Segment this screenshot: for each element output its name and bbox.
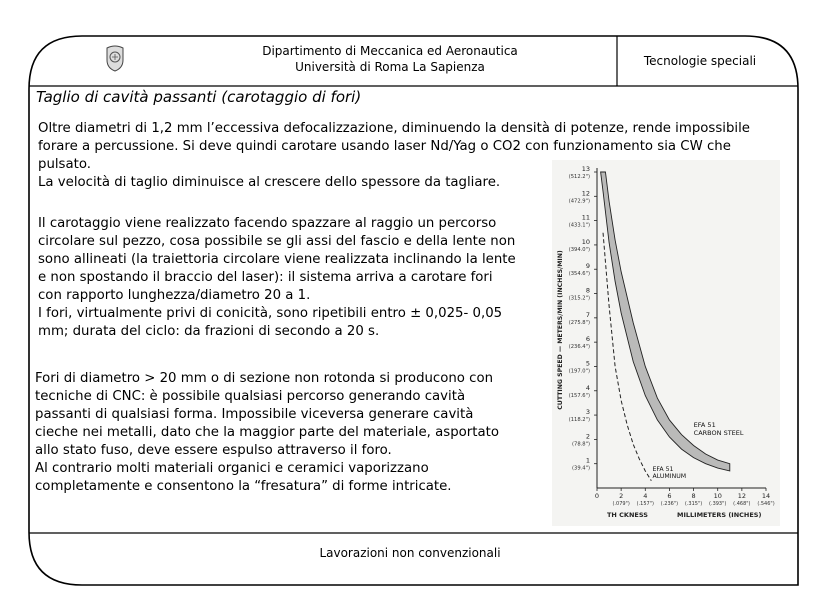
y-tick-sublabel: (157.6") — [568, 392, 590, 399]
paragraph-3 — [35, 370, 555, 496]
x-tick-label: 2 — [619, 492, 624, 500]
text-line: I fori, virtualmente privi di conicità, sono ripetibili entro ± 0,025- 0,05 — [38, 306, 503, 321]
text-line: pulsato. — [38, 157, 91, 172]
text-line: circolare sul pezzo, cosa possibile se gli assi del fascio e della lente non — [38, 234, 516, 249]
y-tick-label: 8 — [585, 286, 590, 295]
x-tick-sublabel: (.079") — [612, 501, 630, 507]
university-seal-icon — [104, 44, 126, 72]
y-tick-label: 11 — [581, 213, 590, 222]
y-tick-sublabel: (39.4") — [572, 465, 590, 472]
header-department — [245, 43, 535, 75]
text-line: completamente e consentono la “fresatura” di forme intricate. — [35, 479, 452, 494]
series-label-line2: ALUMINUM — [652, 472, 687, 480]
text-line: forare a percussione. Si deve quindi carotare usando laser Nd/Yag o CO2 con funzionamento sia CW che — [38, 139, 731, 154]
y-tick-sublabel: (315.2") — [568, 295, 590, 302]
x-tick-label: 6 — [667, 492, 672, 500]
text-line: Al contrario molti materiali organici e ceramici vaporizzano — [35, 461, 429, 476]
y-tick-label: 13 — [581, 165, 590, 173]
paragraph-2 — [38, 215, 558, 341]
text-line: La velocità di taglio diminuisce al crescere dello spessore da tagliare. — [38, 175, 501, 190]
text-line: cieche nei metalli, dato che la maggior parte del materiale, asportato — [35, 425, 499, 440]
y-tick-sublabel: (275.8") — [568, 319, 590, 326]
x-tick-label: 12 — [737, 492, 746, 500]
text-line: Oltre diametri di 1,2 mm l’eccessiva defocalizzazione, diminuendo la densità di potenze, rende impossibile — [38, 121, 750, 136]
x-tick-sublabel: (.393") — [709, 501, 727, 507]
series-label-line1: EFA 51 — [693, 421, 716, 430]
text-line: passanti di qualsiasi forma. Impossibile viceversa generare cavità — [35, 407, 474, 422]
y-tick-sublabel: (197.0") — [568, 368, 590, 375]
course-name: Tecnologie speciali — [643, 54, 757, 68]
x-tick-label: 8 — [691, 492, 696, 500]
x-tick-sublabel: (.315") — [684, 501, 703, 507]
y-tick-label: 5 — [585, 359, 590, 368]
department-line-2: Università di Roma La Sapienza — [295, 60, 485, 74]
y-tick-sublabel: (394.0") — [568, 246, 590, 253]
x-tick-sublabel: (.546") — [757, 501, 775, 507]
x-tick-label: 14 — [761, 492, 771, 500]
y-tick-label: 9 — [585, 262, 590, 271]
text-line: mm; durata del ciclo: da frazioni di secondo a 20 s. — [38, 324, 380, 339]
y-tick-label: 6 — [585, 335, 590, 344]
y-tick-label: 12 — [581, 189, 590, 198]
y-tick-label: 2 — [585, 432, 590, 441]
y-tick-label: 7 — [585, 310, 590, 319]
series-label-line2: CARBON STEEL — [693, 429, 744, 438]
slide-title: Taglio di cavità passanti (carotaggio di fori) — [36, 88, 362, 106]
y-tick-sublabel: (512.2") — [568, 174, 590, 180]
y-tick-label: 1 — [585, 456, 590, 465]
y-tick-label: 10 — [581, 237, 590, 246]
text-line: Fori di diametro > 20 mm o di sezione non rotonda si producono con — [35, 371, 494, 386]
x-tick-label: 4 — [643, 492, 648, 500]
cutting-speed-chart — [552, 160, 780, 526]
aluminum-series-line — [603, 233, 651, 481]
y-tick-sublabel: (472.9") — [568, 198, 590, 205]
y-tick-label: 4 — [585, 383, 590, 392]
x-tick-sublabel: (.157") — [636, 501, 654, 507]
y-axis-label: CUTTING SPEED — METERS/MIN (INCHES/MIN) — [557, 250, 564, 410]
series-label-line1: EFA 51 — [652, 465, 674, 473]
y-tick-label: 3 — [585, 408, 590, 417]
y-tick-sublabel: (433.1") — [568, 222, 590, 229]
department-line-1: Dipartimento di Meccanica ed Aeronautica — [262, 44, 518, 58]
text-line: sono allineati (la traiettoria circolare viene realizzata inclinando la lente — [38, 252, 516, 267]
y-tick-sublabel: (354.6") — [568, 271, 590, 278]
footer-label: Lavorazioni non convenzionali — [319, 546, 501, 560]
text-line: Il carotaggio viene realizzato facendo spazzare al raggio un percorso — [38, 216, 497, 231]
text-line: e non spostando il braccio del laser): il sistema arriva a carotare fori — [38, 270, 493, 285]
x-tick-label: 0 — [594, 492, 600, 500]
x-tick-sublabel: (.236") — [660, 501, 679, 507]
x-axis-label-right: MILLIMETERS (INCHES) — [677, 511, 762, 519]
x-axis-label-left: TH CKNESS — [607, 511, 648, 519]
x-tick-sublabel: (.468") — [733, 501, 751, 507]
y-tick-sublabel: (118.2") — [568, 417, 590, 424]
y-tick-sublabel: (78.8") — [572, 441, 590, 448]
text-line: con rapporto lunghezza/diametro 20 a 1. — [38, 288, 311, 303]
text-line: tecniche di CNC: è possibile qualsiasi percorso generando cavità — [35, 389, 466, 404]
text-line: allo stato fuso, deve essere espulso attraverso il foro. — [35, 443, 392, 458]
y-tick-sublabel: (236.4") — [568, 344, 590, 351]
x-tick-label: 10 — [713, 492, 722, 500]
